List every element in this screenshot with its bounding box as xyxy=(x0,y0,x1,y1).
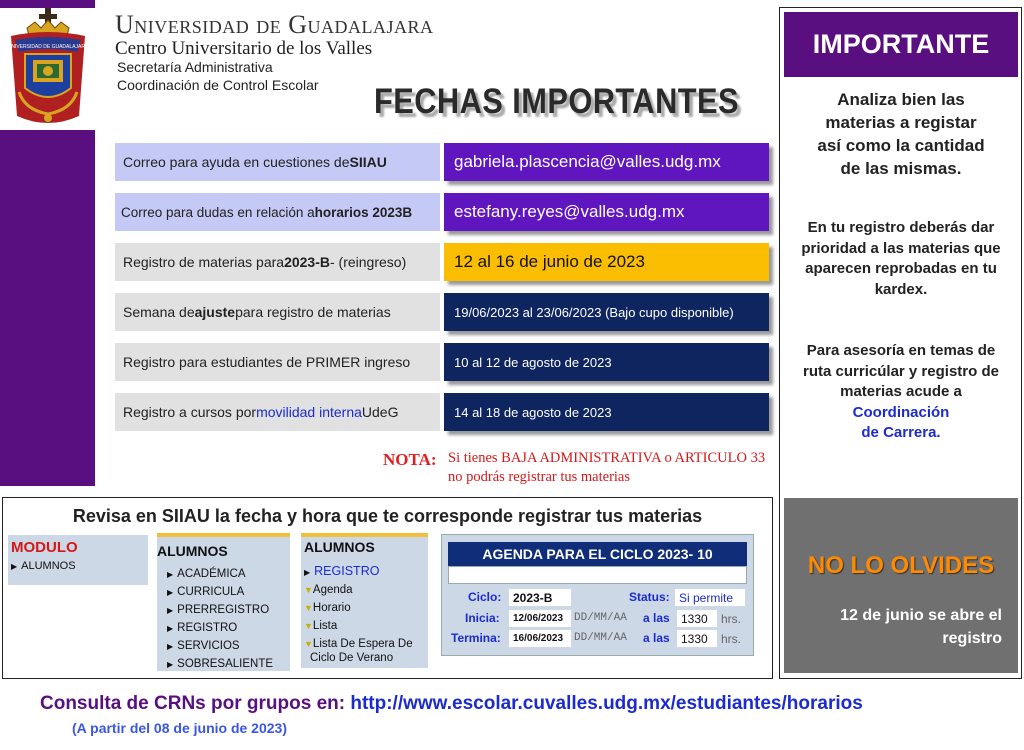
agenda-termina-label: Termina: xyxy=(451,631,501,645)
agenda-inicia-value: 12/06/2023 xyxy=(509,610,571,627)
center-name: Centro Universitario de los Valles xyxy=(115,38,373,59)
svg-text:UNIVERSIDAD DE GUADALAJARA: UNIVERSIDAD DE GUADALAJARA xyxy=(7,44,89,50)
triangle-right-icon: ▶ xyxy=(167,588,174,597)
agenda-termina-value: 16/06/2023 xyxy=(509,630,571,647)
agenda-ciclo-label: Ciclo: xyxy=(468,590,502,604)
triangle-down-icon: ▼ xyxy=(304,639,313,649)
coordinacion-carrera-link[interactable]: Coordinación de Carrera. xyxy=(852,403,950,441)
submenu-header-registro[interactable]: ▶ REGISTRO xyxy=(304,564,380,578)
agenda-inicia-hrs: hrs. xyxy=(721,612,742,626)
siiau-help-email-link[interactable]: gabriela.plascencia@valles.udg.mx xyxy=(444,143,769,181)
modulo-item-alumnos[interactable]: ▶ ALUMNOS xyxy=(11,560,76,572)
triangle-down-icon: ▼ xyxy=(304,585,313,595)
triangle-right-icon: ▶ xyxy=(167,570,174,579)
triangle-right-icon: ▶ xyxy=(11,562,18,571)
row-label-semana-ajuste: Semana de ajuste para registro de materias xyxy=(115,293,440,331)
agenda-status-label: Status: xyxy=(629,590,670,604)
secretaria-name: Secretaría Administrativa xyxy=(117,59,273,75)
agenda-ciclo-value: 2023-B xyxy=(509,589,571,606)
row-label-horarios-doubts: Correo para dudas en relación a horarios 2023B xyxy=(115,193,440,231)
coordinacion-name: Coordinación de Control Escolar xyxy=(117,77,319,93)
registro-materias-dates: 12 al 16 de junio de 2023 xyxy=(444,243,769,281)
agenda-status-value: Si permite xyxy=(675,589,745,606)
registro-submenu-title: ALUMNOS xyxy=(304,539,375,555)
menu-item-servicios[interactable]: ▶ SERVICIOS xyxy=(167,640,240,652)
consulta-availability-note: (A partir del 08 de junio de 2023) xyxy=(72,720,287,736)
importante-heading: IMPORTANTE xyxy=(784,12,1018,77)
nota-label: NOTA: xyxy=(383,450,437,469)
nota-text: Si tienes BAJA ADMINISTRATIVA o ARTICULO 33 no podrás registrar tus materias xyxy=(448,450,766,485)
agenda-termina-hora: 1330 xyxy=(677,630,717,647)
siiau-instructions-title: Revisa en SIIAU la fecha y hora que te corresponde registrar tus materias xyxy=(72,506,703,526)
submenu-item-lista[interactable]: ▼Lista xyxy=(304,620,338,632)
submenu-item-horario[interactable]: ▼Horario xyxy=(304,602,351,614)
semana-ajuste-dates: 19/06/2023 al 23/06/2023 (Bajo cupo disponible) xyxy=(444,293,769,331)
agenda-termina-format: DD/MM/AA xyxy=(574,632,627,644)
agenda-termina-hrs: hrs. xyxy=(721,632,742,646)
row-label-primer-ingreso: Registro para estudiantes de PRIMER ingreso xyxy=(115,343,440,381)
page-title: FECHAS IMPORTANTES xyxy=(374,82,739,121)
movilidad-interna-dates: 14 al 18 de agosto de 2023 xyxy=(444,393,769,431)
primer-ingreso-dates: 10 al 12 de agosto de 2023 xyxy=(444,343,769,381)
horarios-url-link[interactable]: http://www.escolar.cuvalles.udg.mx/estudiantes/horarios xyxy=(350,693,863,714)
agenda-inicia-a-las: a las xyxy=(643,611,670,625)
agenda-inicia-label: Inicia: xyxy=(465,611,500,625)
menu-item-curricula[interactable]: ▶ CURRICULA xyxy=(167,586,245,598)
movilidad-interna-link[interactable]: movilidad interna xyxy=(256,404,362,420)
crn-consulta-line: Consulta de CRNs por grupos en: http://www.escolar.cuvalles.udg.mx/estudiantes/horarios xyxy=(40,693,863,714)
triangle-down-icon: ▼ xyxy=(304,621,313,631)
row-label-siiau-help: Correo para ayuda en cuestiones de SIIAU xyxy=(115,143,440,181)
row-label-registro-materias: Registro de materias para 2023-B - (reingreso) xyxy=(115,243,440,281)
menu-item-prerregistro[interactable]: ▶ PRERREGISTRO xyxy=(167,604,270,616)
submenu-item-lista-espera[interactable]: ▼Lista De Espera De xyxy=(304,638,413,650)
submenu-item-agenda[interactable]: ▼Agenda xyxy=(304,584,353,596)
university-crest-logo xyxy=(5,6,91,130)
submenu-item-lista-espera-line2: Ciclo De Verano xyxy=(310,652,394,664)
registro-submenu-panel xyxy=(301,533,428,668)
reminder-heading: NO LO OLVIDES xyxy=(807,552,995,579)
alumnos-menu-panel xyxy=(157,533,290,671)
triangle-right-icon: ▶ xyxy=(167,624,174,633)
menu-item-academica[interactable]: ▶ ACADÉMICA xyxy=(167,568,246,580)
menu-item-registro[interactable]: ▶ REGISTRO xyxy=(167,622,238,634)
left-decor-bar xyxy=(0,130,95,486)
triangle-right-icon: ▶ xyxy=(167,642,174,651)
reminder-text: 12 de junio se abre el registro xyxy=(840,607,1002,647)
agenda-title: AGENDA PARA EL CICLO 2023- 10 xyxy=(448,542,747,566)
agenda-termina-a-las: a las xyxy=(643,631,670,645)
importante-paragraph-3: Para asesoría en temas de ruta curricúlar y registro de materias acude a Coordinación de Carrera. xyxy=(784,341,1018,444)
agenda-blank-row xyxy=(448,566,747,584)
alumnos-menu-title: ALUMNOS xyxy=(157,543,228,559)
triangle-down-icon: ▼ xyxy=(304,603,313,613)
agenda-inicia-hora: 1330 xyxy=(677,610,717,627)
university-name: Universidad de Guadalajara xyxy=(115,10,434,39)
menu-item-sobresaliente[interactable]: ▶ SOBRESALIENTE xyxy=(167,658,274,670)
horarios-email-link[interactable]: estefany.reyes@valles.udg.mx xyxy=(444,193,769,231)
triangle-right-icon: ▶ xyxy=(167,606,174,615)
triangle-right-icon: ▶ xyxy=(167,660,174,669)
triangle-right-icon: ▶ xyxy=(304,568,311,577)
agenda-inicia-format: DD/MM/AA xyxy=(574,612,627,624)
row-label-movilidad-interna: Registro a cursos por movilidad interna UdeG xyxy=(115,393,440,431)
modulo-title: MODULO xyxy=(11,539,78,556)
importante-paragraph-1: Analiza bien las materias a registar así como la cantidad de las mismas. xyxy=(817,90,985,178)
importante-paragraph-2: En tu registro deberás dar prioridad a las materias que aparecen reprobadas en tu kardex. xyxy=(801,219,1001,298)
